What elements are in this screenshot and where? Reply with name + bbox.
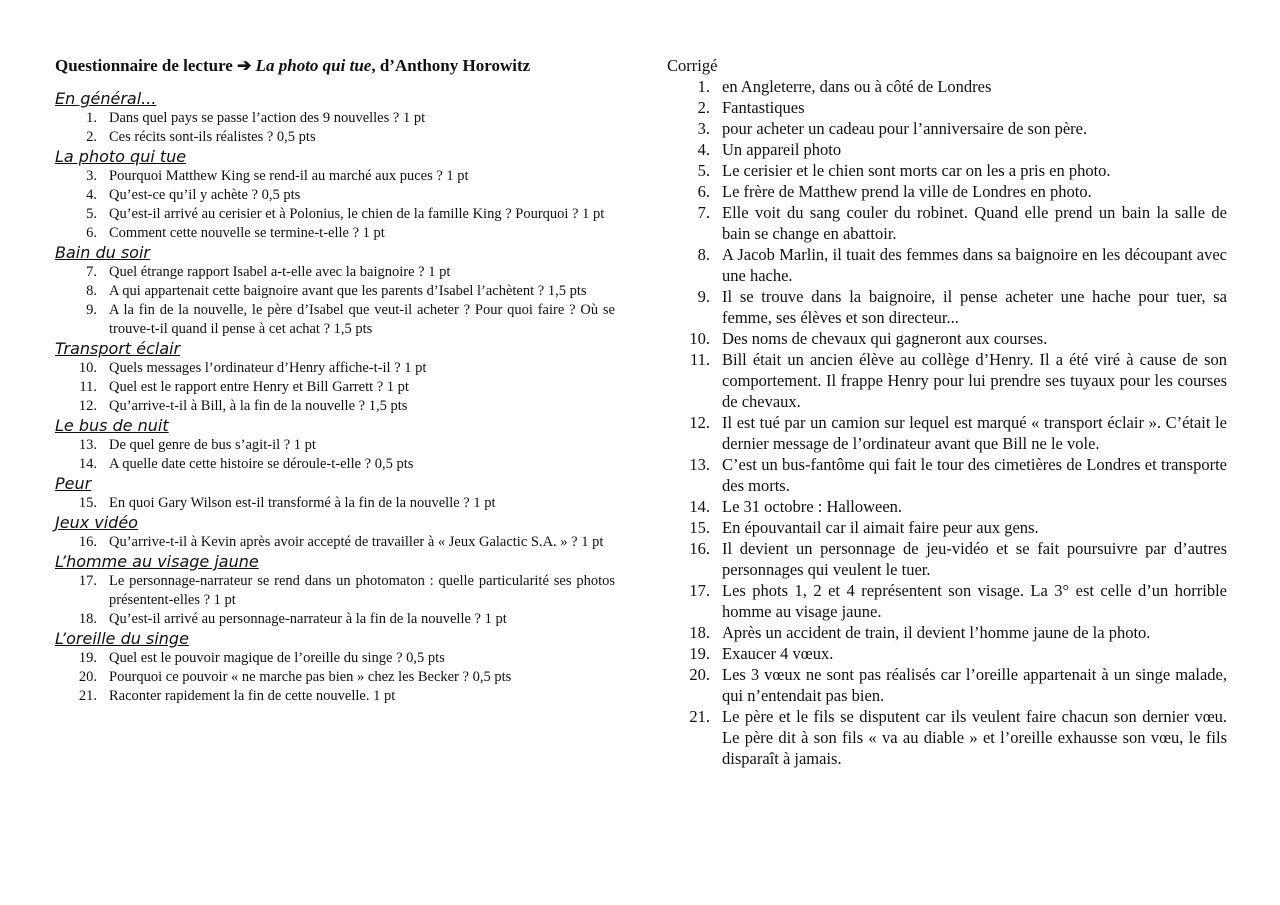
question-list <box>55 533 615 552</box>
question-number: 4. <box>86 187 97 203</box>
answer-text: en Angleterre, dans ou à côté de Londres <box>722 77 992 96</box>
section-heading: En général... <box>55 89 157 108</box>
answer-number: 4. <box>697 140 710 159</box>
question-text: A qui appartenait cette baignoire avant que les parents d’Isabel l’achètent ? 1,5 pts <box>109 283 587 299</box>
question-text: Qu’est-il arrivé au personnage-narrateur à la fin de la nouvelle ? 1 pt <box>109 611 507 627</box>
answer-text: En épouvantail car il aimait faire peur aux gens. <box>722 518 1039 537</box>
question-item <box>55 610 615 629</box>
question-number: 20. <box>78 669 97 685</box>
corrige-column <box>667 55 1227 769</box>
answer-number: 17. <box>689 581 710 600</box>
answer-number: 13. <box>689 455 710 474</box>
section-heading: La photo qui tue <box>55 147 187 166</box>
answer-number: 3. <box>697 119 710 138</box>
answer-item <box>667 643 1227 664</box>
question-number: 11. <box>79 379 97 395</box>
answer-text: Après un accident de train, il devient l’homme jaune de la photo. <box>722 623 1151 642</box>
question-number: 7. <box>86 264 97 280</box>
question-text: En quoi Gary Wilson est-il transformé à la fin de la nouvelle ? 1 pt <box>109 495 496 511</box>
question-item <box>55 186 615 205</box>
question-list <box>55 263 615 339</box>
question-number: 2. <box>86 129 97 145</box>
question-text: A quelle date cette histoire se déroule-t-elle ? 0,5 pts <box>109 456 414 472</box>
section-heading: Peur <box>55 474 92 493</box>
question-number: 6. <box>86 225 97 241</box>
answer-item <box>667 496 1227 517</box>
question-item <box>55 533 615 552</box>
question-number: 12. <box>78 398 97 414</box>
question-number: 14. <box>78 456 97 472</box>
answer-text: A Jacob Marlin, il tuait des femmes dans sa baignoire en les découpant avec une hache. <box>722 245 1227 285</box>
answer-item <box>667 160 1227 181</box>
answer-item <box>667 349 1227 412</box>
question-item <box>55 649 615 668</box>
answer-number: 11. <box>689 350 710 369</box>
answer-item <box>667 97 1227 118</box>
section-heading: Bain du soir <box>55 243 150 262</box>
question-text: Pourquoi ce pouvoir « ne marche pas bien » chez les Becker ? 0,5 pts <box>109 669 512 685</box>
question-list <box>55 167 615 243</box>
answer-item <box>667 181 1227 202</box>
question-number: 9. <box>86 302 97 318</box>
question-number: 13. <box>78 437 97 453</box>
answer-item <box>667 580 1227 622</box>
answer-text: Exaucer 4 vœux. <box>722 644 834 663</box>
question-number: 5. <box>86 206 97 222</box>
answer-item <box>667 454 1227 496</box>
question-number: 16. <box>78 534 97 550</box>
question-number: 17. <box>78 573 97 589</box>
answer-item <box>667 244 1227 286</box>
answer-number: 7. <box>697 203 710 222</box>
question-text: Quel est le pouvoir magique de l’oreille du singe ? 0,5 pts <box>109 650 445 666</box>
question-number: 1. <box>86 110 97 126</box>
question-text: Comment cette nouvelle se termine-t-elle ? 1 pt <box>109 225 385 241</box>
question-item <box>55 359 615 378</box>
question-item <box>55 128 615 147</box>
answer-item <box>667 622 1227 643</box>
question-text: Qu’arrive-t-il à Kevin après avoir accepté de travailler à « Jeux Galactic S.A. » ? 1 pt <box>109 534 604 550</box>
answer-item <box>667 118 1227 139</box>
answer-item <box>667 517 1227 538</box>
answer-text: Fantastiques <box>722 98 805 117</box>
question-text: A la fin de la nouvelle, le père d’Isabel que veut-il acheter ? Pour quoi faire ? Où se trouve-t-il quand il pense à cet achat ? 1,5 pts <box>109 302 615 337</box>
question-list <box>55 572 615 629</box>
question-item <box>55 397 615 416</box>
question-list <box>55 109 615 147</box>
answer-text: Des noms de chevaux qui gagneront aux courses. <box>722 329 1048 348</box>
question-item <box>55 301 615 339</box>
question-item <box>55 109 615 128</box>
answer-number: 15. <box>689 518 710 537</box>
question-item <box>55 436 615 455</box>
questionnaire-column <box>55 55 615 706</box>
answer-text: Le père et le fils se disputent car ils veulent faire chacun son dernier vœu. Le père dit à son fils « va au diable » et l’oreille exhausse son vœu, le fils disparaît à jamais. <box>722 707 1227 768</box>
question-number: 15. <box>78 495 97 511</box>
answer-text: Elle voit du sang couler du robinet. Quand elle prend un bain la salle de bain se change en abattoir. <box>722 203 1227 243</box>
answer-number: 9. <box>697 287 710 306</box>
answer-number: 12. <box>689 413 710 432</box>
section-heading: Jeux vidéo <box>55 513 138 532</box>
answer-number: 1. <box>697 77 710 96</box>
section-heading: L’homme au visage jaune <box>55 552 259 571</box>
answer-item <box>667 664 1227 706</box>
answer-number: 21. <box>689 707 710 726</box>
question-text: De quel genre de bus s’agit-il ? 1 pt <box>109 437 316 453</box>
answer-number: 6. <box>697 182 710 201</box>
question-text: Le personnage-narrateur se rend dans un photomaton : quelle particularité ses photos présentent-elles ? 1 pt <box>109 573 615 608</box>
answer-number: 10. <box>689 329 710 348</box>
question-item <box>55 687 615 706</box>
question-text: Qu’est-il arrivé au cerisier et à Polonius, le chien de la famille King ? Pourquoi ? 1 pt <box>109 206 605 222</box>
answer-text: Il est tué par un camion sur lequel est marqué « transport éclair ». C’était le dernier message de l’ordinateur avant que Bill ne le vole. <box>722 413 1227 453</box>
question-text: Qu’arrive-t-il à Bill, à la fin de la nouvelle ? 1,5 pts <box>109 398 408 414</box>
question-item <box>55 494 615 513</box>
question-text: Quel est le rapport entre Henry et Bill Garrett ? 1 pt <box>109 379 409 395</box>
answer-text: Les 3 vœux ne sont pas réalisés car l’oreille appartenait à un singe malade, qui n’entendait pas bien. <box>722 665 1227 705</box>
question-item <box>55 378 615 397</box>
question-item <box>55 455 615 474</box>
answer-text: Les phots 1, 2 et 4 représentent son visage. La 3° est celle d’un horrible homme au visage jaune. <box>722 581 1227 621</box>
answer-number: 16. <box>689 539 710 558</box>
section-heading: Transport éclair <box>55 339 181 358</box>
answer-item <box>667 412 1227 454</box>
answer-text: pour acheter un cadeau pour l’anniversaire de son père. <box>722 119 1088 138</box>
answer-number: 8. <box>697 245 710 264</box>
question-item <box>55 167 615 186</box>
answer-number: 19. <box>689 644 710 663</box>
question-text: Qu’est-ce qu’il y achète ? 0,5 pts <box>109 187 301 203</box>
answer-item <box>667 538 1227 580</box>
answer-number: 5. <box>697 161 710 180</box>
book-author: , d’Anthony Horowitz <box>371 56 531 75</box>
question-number: 8. <box>86 283 97 299</box>
answer-list <box>667 76 1227 769</box>
document-title <box>55 55 615 77</box>
question-text: Quel étrange rapport Isabel a-t-elle avec la baignoire ? 1 pt <box>109 264 451 280</box>
question-number: 19. <box>78 650 97 666</box>
question-item <box>55 572 615 610</box>
question-item <box>55 263 615 282</box>
question-list <box>55 649 615 706</box>
answer-text: Le frère de Matthew prend la ville de Londres en photo. <box>722 182 1092 201</box>
question-number: 21. <box>78 688 97 704</box>
corrige-title: Corrigé <box>667 56 718 75</box>
question-list <box>55 359 615 416</box>
answer-text: Il se trouve dans la baignoire, il pense acheter une hache pour tuer, sa femme, ses élèves et son directeur... <box>722 287 1227 327</box>
question-item <box>55 224 615 243</box>
answer-item <box>667 328 1227 349</box>
question-number: 10. <box>78 360 97 376</box>
question-text: Pourquoi Matthew King se rend-il au marché aux puces ? 1 pt <box>109 168 469 184</box>
book-title: La photo qui tue <box>255 56 372 75</box>
questionnaire-sections <box>55 89 615 706</box>
answer-item <box>667 76 1227 97</box>
answer-item <box>667 706 1227 769</box>
question-text: Dans quel pays se passe l’action des 9 nouvelles ? 1 pt <box>109 110 426 126</box>
answer-item <box>667 286 1227 328</box>
answer-number: 18. <box>689 623 710 642</box>
question-item <box>55 668 615 687</box>
arrow-icon: ➔ <box>237 56 252 75</box>
answer-text: Le 31 octobre : Halloween. <box>722 497 903 516</box>
answer-number: 14. <box>689 497 710 516</box>
answer-item <box>667 139 1227 160</box>
answer-text: Le cerisier et le chien sont morts car on les a pris en photo. <box>722 161 1111 180</box>
question-text: Ces récits sont-ils réalistes ? 0,5 pts <box>109 129 316 145</box>
question-item <box>55 205 615 224</box>
question-item <box>55 282 615 301</box>
answer-text: Un appareil photo <box>722 140 842 159</box>
answer-text: Bill était un ancien élève au collège d’Henry. Il a été viré à cause de son comportement. Il frappe Henry pour lui prendre ses tuyaux pour les courses de chevaux. <box>722 350 1227 411</box>
question-list <box>55 436 615 474</box>
answer-item <box>667 202 1227 244</box>
section-heading: L’oreille du singe <box>55 629 189 648</box>
question-number: 3. <box>86 168 97 184</box>
answer-number: 20. <box>689 665 710 684</box>
answer-text: C’est un bus-fantôme qui fait le tour des cimetières de Londres et transporte des morts. <box>722 455 1227 495</box>
title-prefix: Questionnaire de lecture <box>55 56 233 75</box>
question-text: Raconter rapidement la fin de cette nouvelle. 1 pt <box>109 688 396 704</box>
answer-number: 2. <box>697 98 710 117</box>
question-text: Quels messages l’ordinateur d’Henry affiche-t-il ? 1 pt <box>109 360 427 376</box>
question-number: 18. <box>78 611 97 627</box>
question-list <box>55 494 615 513</box>
answer-text: Il devient un personnage de jeu-vidéo et se fait poursuivre par d’autres personnages qui veulent le tuer. <box>722 539 1227 579</box>
section-heading: Le bus de nuit <box>55 416 169 435</box>
